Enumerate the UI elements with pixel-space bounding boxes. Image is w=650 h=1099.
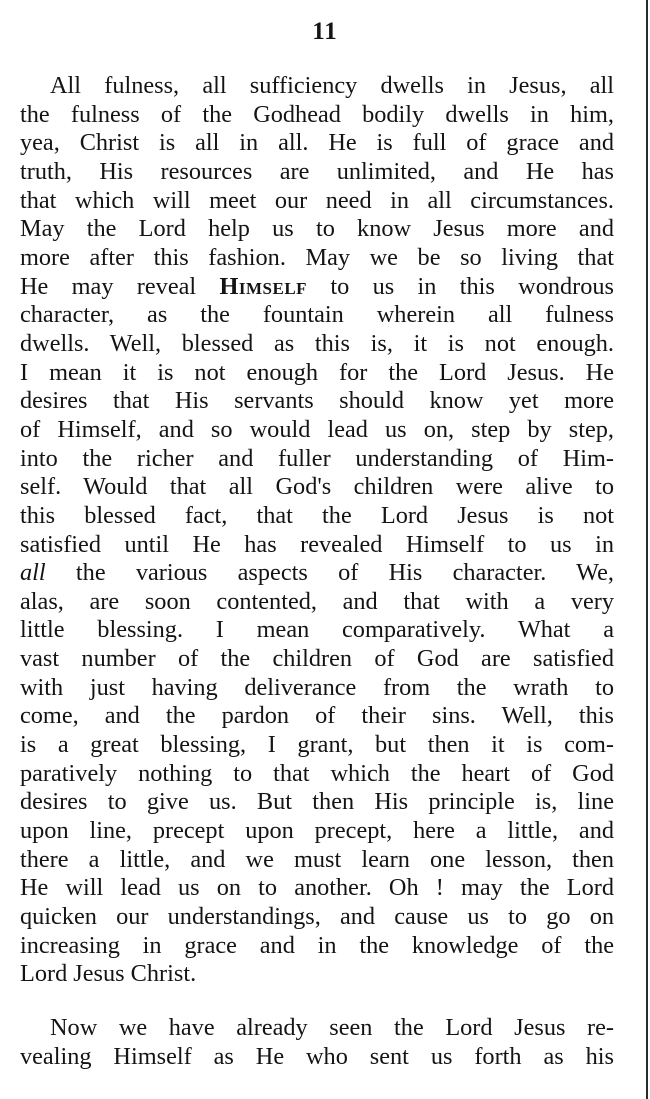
text-line: satisfied until He has revealed Himself to us in — [20, 530, 614, 558]
page-number: 11 — [312, 18, 338, 45]
page-edge-border — [646, 0, 648, 1099]
text-line: the fulness of the Godhead bodily dwells in him, — [20, 100, 614, 128]
text-line: character, as the fountain wherein all fulness — [20, 301, 614, 329]
text-line: into the richer and fuller understanding of Him- — [20, 444, 614, 472]
text-line: paratively nothing to that which the heart of God — [20, 759, 614, 787]
text-line: that which will meet our need in all circumstances. — [20, 186, 614, 214]
text-run: He may reveal — [20, 272, 220, 300]
text-line — [20, 273, 614, 302]
text-line: May the Lord help us to know Jesus more and — [20, 215, 614, 243]
text-line: of Himself, and so would lead us on, step by step, — [20, 415, 614, 443]
text-line: vast number of the children of God are satisfied — [20, 645, 614, 673]
text-line: desires to give us. But then His principle is, line — [20, 788, 614, 816]
text-line: Now we have already seen the Lord Jesus re- — [50, 1014, 614, 1041]
italic-word: all — [20, 559, 46, 587]
text-run: to us in this wondrous — [307, 272, 614, 300]
text-line: increasing in grace and in the knowledge of the — [20, 931, 614, 959]
paragraph-2 — [20, 1014, 614, 1071]
text-line: is a great blessing, I grant, but then it is com- — [20, 731, 614, 759]
text-line: yea, Christ is all in all. He is full of grace and — [20, 129, 614, 157]
smallcaps-word: Himself — [219, 272, 308, 300]
text-line: upon line, precept upon precept, here a little, and — [20, 817, 614, 845]
text-line: dwells. Well, blessed as this is, it is not enough. — [20, 329, 614, 357]
paragraph-1 — [20, 72, 614, 989]
text-line: quicken our understandings, and cause us to go on — [20, 903, 614, 931]
text-line — [20, 559, 614, 588]
text-run: the various aspects of His character. We, — [45, 559, 614, 587]
text-line: truth, His resources are unlimited, and He has — [20, 157, 614, 185]
text-line: I mean it is not enough for the Lord Jesus. He — [20, 358, 614, 386]
text-line: self. Would that all God's children were alive to — [20, 473, 614, 501]
text-line: this blessed fact, that the Lord Jesus is not — [20, 501, 614, 529]
text-line: He will lead us on to another. Oh ! may the Lord — [20, 874, 614, 902]
text-line: with just having deliverance from the wrath to — [20, 673, 614, 701]
text-line: alas, are soon contented, and that with a very — [20, 587, 614, 615]
text-line: come, and the pardon of their sins. Well, this — [20, 702, 614, 730]
text-line: vealing Himself as He who sent us forth as his — [20, 1042, 614, 1070]
text-line: more after this fashion. May we be so living that — [20, 243, 614, 271]
text-line: there a little, and we must learn one lesson, then — [20, 845, 614, 873]
text-line: Lord Jesus Christ. — [20, 960, 197, 988]
text-line: little blessing. I mean comparatively. What a — [20, 616, 614, 644]
text-line: All fulness, all sufficiency dwells in Jesus, all — [50, 72, 614, 99]
text-line: desires that His servants should know yet more — [20, 387, 614, 415]
